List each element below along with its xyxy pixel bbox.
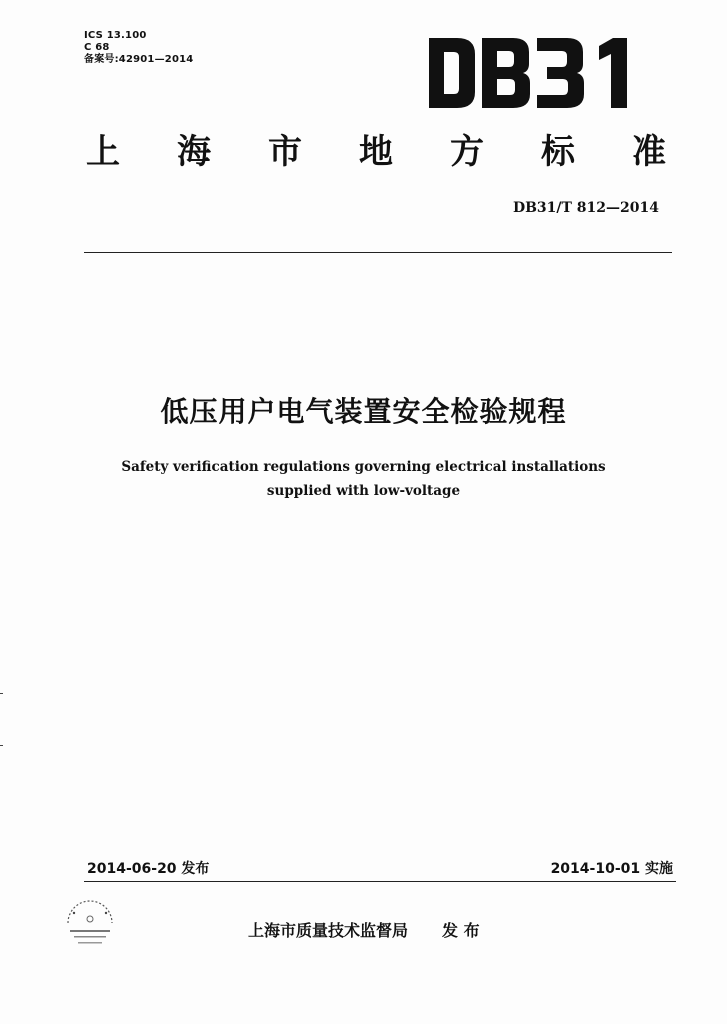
- scan-artifact: [0, 745, 3, 746]
- ccs-code: C 68: [84, 42, 110, 53]
- top-divider: [84, 252, 672, 253]
- english-title-line-2: supplied with low-voltage: [266, 483, 461, 499]
- issuer-action: 发 布: [442, 921, 480, 940]
- bottom-divider: [84, 881, 676, 882]
- classification-block: [84, 30, 193, 66]
- standard-type-heading: [86, 130, 666, 174]
- logo-letter-d: [429, 38, 475, 108]
- standard-code: DB31/T 812—2014: [512, 200, 659, 216]
- filing-number: 备案号:42901—2014: [84, 54, 194, 65]
- issuer-name: 上海市质量技术监督局: [248, 921, 409, 940]
- heading-char: 方: [450, 132, 484, 172]
- document-title-chinese: 低压用户电气装置安全检验规程: [160, 395, 567, 428]
- heading-char: 准: [632, 132, 666, 172]
- logo-text: DB31: [427, 36, 430, 37]
- logo-digit-1: [599, 38, 627, 108]
- logo-digit-3: [537, 38, 584, 108]
- heading-char: 标: [541, 132, 575, 172]
- issue-date: 2014-06-20 发布: [87, 861, 210, 877]
- heading-char: 上: [86, 132, 120, 172]
- logo-letter-b: [482, 38, 530, 108]
- english-title-line-1: Safety verification regulations governing electrical installations: [121, 459, 606, 475]
- scan-artifact: [0, 693, 3, 694]
- official-seal-icon: [60, 897, 120, 957]
- issuing-authority: [248, 918, 480, 941]
- heading-char: 地: [359, 132, 393, 172]
- heading-char: 海: [177, 132, 211, 172]
- heading-char: 市: [268, 132, 302, 172]
- document-title-english: [0, 455, 727, 503]
- effective-date: 2014-10-01 实施: [550, 861, 673, 877]
- ics-code: ICS 13.100: [84, 30, 147, 41]
- db31-logo: [427, 36, 632, 110]
